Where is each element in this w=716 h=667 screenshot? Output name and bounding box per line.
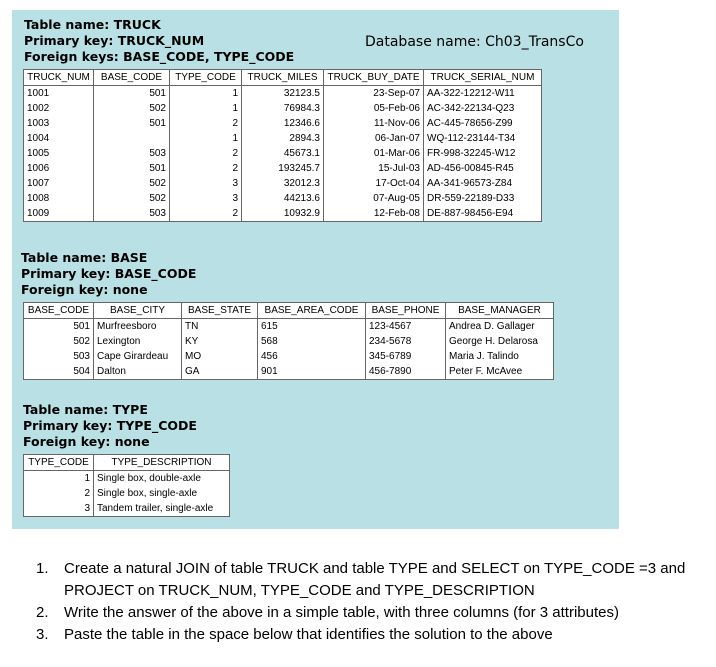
table-row — [24, 86, 542, 102]
table-cell: 501 — [24, 319, 94, 335]
table-row — [24, 146, 542, 161]
table-row — [24, 116, 542, 131]
table-row — [24, 206, 542, 222]
table-cell: 2 — [24, 486, 94, 501]
table-cell: 05-Feb-06 — [324, 101, 424, 116]
table-cell: GA — [182, 364, 258, 380]
table-row — [24, 471, 230, 487]
column-header: BASE_MANAGER — [446, 303, 554, 319]
table-row — [24, 349, 554, 364]
table-cell: 2 — [170, 161, 242, 176]
table-header-row — [24, 455, 230, 471]
list-item — [36, 558, 706, 602]
table-cell: 01-Mar-06 — [324, 146, 424, 161]
list-item — [36, 602, 706, 624]
table-cell: 456-7890 — [366, 364, 446, 380]
table-cell: 1 — [170, 101, 242, 116]
list-item — [36, 624, 706, 646]
table-cell: 3 — [170, 176, 242, 191]
truck-primary-key: Primary key: TRUCK_NUM — [24, 33, 205, 48]
column-header: BASE_CODE — [94, 70, 170, 86]
table-cell: AD-456-00845-R45 — [424, 161, 542, 176]
table-cell: 3 — [170, 191, 242, 206]
table-cell: 193245.7 — [242, 161, 324, 176]
table-cell: AC-445-78656-Z99 — [424, 116, 542, 131]
table-cell: 2 — [170, 206, 242, 222]
table-cell: 502 — [94, 176, 170, 191]
item-number: 1. — [36, 560, 49, 577]
table-cell: 1 — [170, 86, 242, 102]
table-cell: 1009 — [24, 206, 94, 222]
table-cell: 12-Feb-08 — [324, 206, 424, 222]
item-text: Paste the table in the space below that identifies the solution to the above — [64, 626, 553, 643]
item-text: Create a natural JOIN of table TRUCK and table TYPE and SELECT on TYPE_CODE =3 and PROJECT on TRUCK_NUM, TYPE_CODE and TYPE_DESCRIPTION — [64, 560, 686, 599]
table-cell: 44213.6 — [242, 191, 324, 206]
table-cell: FR-998-32245-W12 — [424, 146, 542, 161]
table-row — [24, 176, 542, 191]
table-cell: 502 — [24, 334, 94, 349]
table-row — [24, 486, 230, 501]
table-row — [24, 161, 542, 176]
column-header: BASE_AREA_CODE — [258, 303, 366, 319]
table-cell: 07-Aug-05 — [324, 191, 424, 206]
table-cell: 10932.9 — [242, 206, 324, 222]
table-cell: Peter F. McAvee — [446, 364, 554, 380]
table-cell: Tandem trailer, single-axle — [94, 501, 230, 517]
table-cell: Andrea D. Gallager — [446, 319, 554, 335]
type-table-name: Table name: TYPE — [23, 402, 148, 417]
instructions-list — [36, 558, 706, 646]
item-number: 2. — [36, 604, 49, 621]
table-cell: 2894.3 — [242, 131, 324, 146]
table-row — [24, 191, 542, 206]
table-cell: 502 — [94, 191, 170, 206]
table-cell: 12346.6 — [242, 116, 324, 131]
table-cell: 501 — [94, 116, 170, 131]
column-header: BASE_PHONE — [366, 303, 446, 319]
table-cell: 76984.3 — [242, 101, 324, 116]
table-cell: 501 — [94, 161, 170, 176]
table-cell: 568 — [258, 334, 366, 349]
column-header: TYPE_CODE — [170, 70, 242, 86]
type-foreign-key: Foreign key: none — [23, 434, 150, 449]
table-cell: Murfreesboro — [94, 319, 182, 335]
item-number: 3. — [36, 626, 49, 643]
table-cell: 1002 — [24, 101, 94, 116]
table-cell: 32123.5 — [242, 86, 324, 102]
table-cell: DR-559-22189-D33 — [424, 191, 542, 206]
table-cell: 2 — [170, 146, 242, 161]
table-cell: Cape Girardeau — [94, 349, 182, 364]
table-cell — [94, 131, 170, 146]
table-cell: Dalton — [94, 364, 182, 380]
table-cell: 1005 — [24, 146, 94, 161]
table-cell: 1003 — [24, 116, 94, 131]
table-cell: 1007 — [24, 176, 94, 191]
table-header-row — [24, 303, 554, 319]
table-cell: Single box, double-axle — [94, 471, 230, 487]
table-cell: 503 — [94, 206, 170, 222]
item-text: Write the answer of the above in a simple table, with three columns (for 3 attributes) — [64, 604, 619, 621]
column-header: BASE_CITY — [94, 303, 182, 319]
database-name: Database name: Ch03_TransCo — [365, 34, 584, 50]
table-cell: Lexington — [94, 334, 182, 349]
table-cell: AA-341-96573-Z84 — [424, 176, 542, 191]
table-row — [24, 501, 230, 517]
truck-table — [23, 69, 542, 222]
table-cell: 1006 — [24, 161, 94, 176]
table-cell: AA-322-12212-W11 — [424, 86, 542, 102]
column-header: TRUCK_SERIAL_NUM — [424, 70, 542, 86]
table-cell: 11-Nov-06 — [324, 116, 424, 131]
table-cell: 503 — [94, 146, 170, 161]
table-cell: 06-Jan-07 — [324, 131, 424, 146]
table-cell: 456 — [258, 349, 366, 364]
table-cell: 1008 — [24, 191, 94, 206]
type-table — [23, 454, 230, 517]
table-cell: WQ-112-23144-T34 — [424, 131, 542, 146]
table-cell: 2 — [170, 116, 242, 131]
column-header: BASE_CODE — [24, 303, 94, 319]
table-cell: 1 — [24, 471, 94, 487]
table-cell: 32012.3 — [242, 176, 324, 191]
table-cell: KY — [182, 334, 258, 349]
base-foreign-key: Foreign key: none — [21, 282, 148, 297]
table-cell: 901 — [258, 364, 366, 380]
table-cell: 502 — [94, 101, 170, 116]
table-cell: 504 — [24, 364, 94, 380]
table-header-row — [24, 70, 542, 86]
table-cell: Single box, single-axle — [94, 486, 230, 501]
table-row — [24, 101, 542, 116]
type-table-header — [23, 402, 197, 450]
table-row — [24, 334, 554, 349]
table-row — [24, 319, 554, 335]
truck-table-header — [24, 17, 294, 65]
table-cell: 3 — [24, 501, 94, 517]
column-header: TYPE_DESCRIPTION — [94, 455, 230, 471]
table-row — [24, 364, 554, 380]
type-primary-key: Primary key: TYPE_CODE — [23, 418, 197, 433]
base-primary-key: Primary key: BASE_CODE — [21, 266, 197, 281]
base-table-header — [21, 250, 196, 298]
table-row — [24, 131, 542, 146]
table-cell: 1001 — [24, 86, 94, 102]
base-table — [23, 302, 554, 380]
table-cell: Maria J. Talindo — [446, 349, 554, 364]
column-header: BASE_STATE — [182, 303, 258, 319]
table-cell: AC-342-22134-Q23 — [424, 101, 542, 116]
table-cell: DE-887-98456-E94 — [424, 206, 542, 222]
table-cell: 345-6789 — [366, 349, 446, 364]
table-cell: 123-4567 — [366, 319, 446, 335]
table-cell: 234-5678 — [366, 334, 446, 349]
table-cell: George H. Delarosa — [446, 334, 554, 349]
table-cell: TN — [182, 319, 258, 335]
table-cell: 501 — [94, 86, 170, 102]
table-cell: 503 — [24, 349, 94, 364]
table-cell: 23-Sep-07 — [324, 86, 424, 102]
table-cell: 17-Oct-04 — [324, 176, 424, 191]
truck-foreign-keys: Foreign keys: BASE_CODE, TYPE_CODE — [24, 49, 295, 64]
table-cell: 615 — [258, 319, 366, 335]
table-cell: 1004 — [24, 131, 94, 146]
truck-table-name: Table name: TRUCK — [24, 17, 161, 32]
column-header: TRUCK_NUM — [24, 70, 94, 86]
table-cell: MO — [182, 349, 258, 364]
table-cell: 45673.1 — [242, 146, 324, 161]
column-header: TRUCK_BUY_DATE — [324, 70, 424, 86]
column-header: TYPE_CODE — [24, 455, 94, 471]
base-table-name: Table name: BASE — [21, 250, 148, 265]
table-cell: 15-Jul-03 — [324, 161, 424, 176]
column-header: TRUCK_MILES — [242, 70, 324, 86]
table-cell: 1 — [170, 131, 242, 146]
